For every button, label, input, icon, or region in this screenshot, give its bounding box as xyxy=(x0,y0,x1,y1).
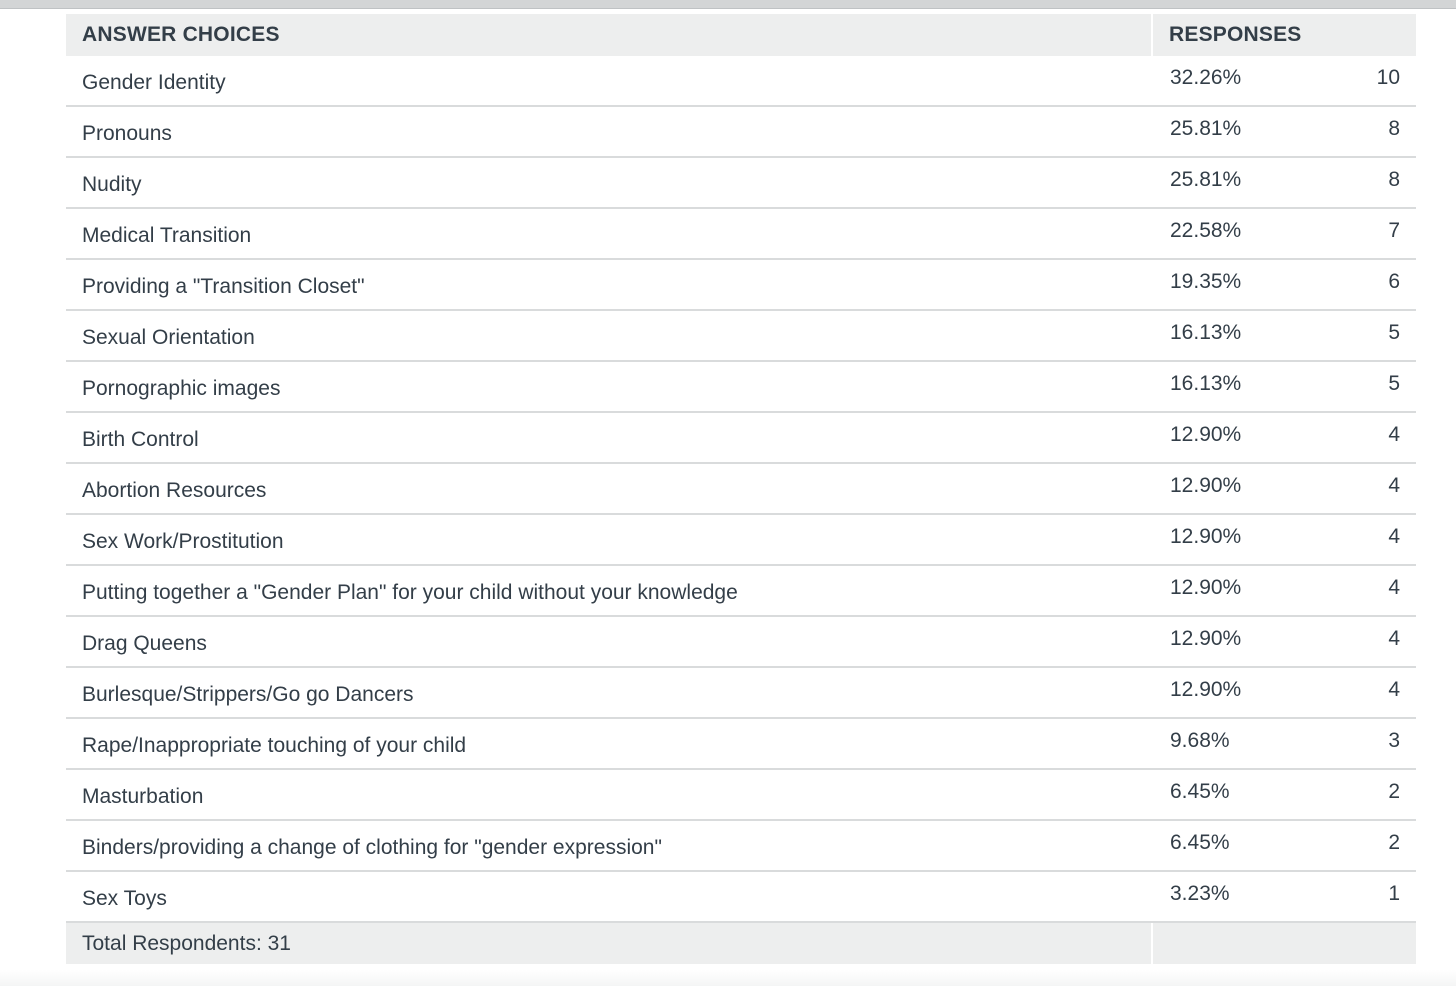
response-percent: 9.68% xyxy=(1170,729,1230,752)
answer-choice-label: Burlesque/Strippers/Go go Dancers xyxy=(66,667,1152,718)
response-cell xyxy=(1152,208,1416,259)
answer-choice-label: Rape/Inappropriate touching of your child xyxy=(66,718,1152,769)
table-row xyxy=(66,310,1416,361)
response-count: 7 xyxy=(1388,219,1400,242)
table-row xyxy=(66,667,1416,718)
response-percent: 12.90% xyxy=(1170,576,1242,599)
response-percent: 25.81% xyxy=(1170,117,1242,140)
answer-choice-label: Putting together a "Gender Plan" for your child without your knowledge xyxy=(66,565,1152,616)
response-count: 10 xyxy=(1376,66,1400,89)
answer-choice-label: Binders/providing a change of clothing for "gender expression" xyxy=(66,820,1152,871)
answer-choice-label: Drag Queens xyxy=(66,616,1152,667)
response-cell xyxy=(1152,56,1416,106)
response-percent: 12.90% xyxy=(1170,474,1242,497)
response-percent: 16.13% xyxy=(1170,321,1242,344)
response-cell xyxy=(1152,616,1416,667)
response-percent: 12.90% xyxy=(1170,423,1242,446)
table-row xyxy=(66,616,1416,667)
table-row xyxy=(66,871,1416,922)
response-count: 4 xyxy=(1388,423,1400,446)
response-count: 4 xyxy=(1388,576,1400,599)
answer-choice-label: Pronouns xyxy=(66,106,1152,157)
response-cell xyxy=(1152,361,1416,412)
response-cell xyxy=(1152,667,1416,718)
response-count: 8 xyxy=(1388,168,1400,191)
response-cell xyxy=(1152,718,1416,769)
response-percent: 19.35% xyxy=(1170,270,1242,293)
table-row xyxy=(66,259,1416,310)
response-cell xyxy=(1152,157,1416,208)
response-cell xyxy=(1152,820,1416,871)
response-percent: 22.58% xyxy=(1170,219,1242,242)
table-row xyxy=(66,565,1416,616)
table-header-row xyxy=(66,14,1416,56)
table-row xyxy=(66,463,1416,514)
response-percent: 6.45% xyxy=(1170,831,1230,854)
header-answer-choices[interactable]: ANSWER CHOICES xyxy=(66,14,1152,56)
response-cell xyxy=(1152,106,1416,157)
answer-choice-label: Sex Toys xyxy=(66,871,1152,922)
answer-choice-label: Pornographic images xyxy=(66,361,1152,412)
response-count: 2 xyxy=(1388,780,1400,803)
response-cell xyxy=(1152,769,1416,820)
response-percent: 3.23% xyxy=(1170,882,1230,905)
table-row xyxy=(66,106,1416,157)
response-percent: 12.90% xyxy=(1170,525,1242,548)
response-cell xyxy=(1152,514,1416,565)
response-cell xyxy=(1152,565,1416,616)
footer-empty-cell xyxy=(1152,922,1416,964)
answer-choice-label: Sex Work/Prostitution xyxy=(66,514,1152,565)
table-row xyxy=(66,361,1416,412)
response-count: 1 xyxy=(1388,882,1400,905)
response-count: 6 xyxy=(1388,270,1400,293)
bottom-shade xyxy=(0,970,1456,986)
response-count: 8 xyxy=(1388,117,1400,140)
table-body xyxy=(66,56,1416,922)
response-count: 4 xyxy=(1388,474,1400,497)
table-row xyxy=(66,718,1416,769)
table-row xyxy=(66,157,1416,208)
answer-choice-label: Providing a "Transition Closet" xyxy=(66,259,1152,310)
answer-choice-label: Nudity xyxy=(66,157,1152,208)
table-row xyxy=(66,514,1416,565)
header-responses[interactable]: RESPONSES xyxy=(1152,14,1416,56)
response-count: 4 xyxy=(1388,525,1400,548)
table-row xyxy=(66,56,1416,106)
answer-choice-label: Sexual Orientation xyxy=(66,310,1152,361)
response-percent: 12.90% xyxy=(1170,678,1242,701)
response-count: 2 xyxy=(1388,831,1400,854)
response-cell xyxy=(1152,871,1416,922)
results-table xyxy=(66,14,1416,964)
response-cell xyxy=(1152,412,1416,463)
table-row xyxy=(66,820,1416,871)
total-respondents: Total Respondents: 31 xyxy=(66,922,1152,964)
response-count: 4 xyxy=(1388,678,1400,701)
table-row xyxy=(66,208,1416,259)
answer-choice-label: Medical Transition xyxy=(66,208,1152,259)
table-row xyxy=(66,769,1416,820)
response-percent: 6.45% xyxy=(1170,780,1230,803)
response-count: 3 xyxy=(1388,729,1400,752)
response-percent: 25.81% xyxy=(1170,168,1242,191)
response-count: 5 xyxy=(1388,321,1400,344)
response-count: 5 xyxy=(1388,372,1400,395)
answer-choice-label: Birth Control xyxy=(66,412,1152,463)
response-count: 4 xyxy=(1388,627,1400,650)
response-cell xyxy=(1152,463,1416,514)
response-percent: 12.90% xyxy=(1170,627,1242,650)
answer-choice-label: Gender Identity xyxy=(66,56,1152,106)
response-cell xyxy=(1152,259,1416,310)
window-top-strip xyxy=(0,0,1456,9)
response-percent: 32.26% xyxy=(1170,66,1242,89)
answer-choice-label: Abortion Resources xyxy=(66,463,1152,514)
response-percent: 16.13% xyxy=(1170,372,1242,395)
table-row xyxy=(66,412,1416,463)
table-footer-row xyxy=(66,922,1416,964)
results-table-container xyxy=(66,14,1416,964)
response-cell xyxy=(1152,310,1416,361)
answer-choice-label: Masturbation xyxy=(66,769,1152,820)
